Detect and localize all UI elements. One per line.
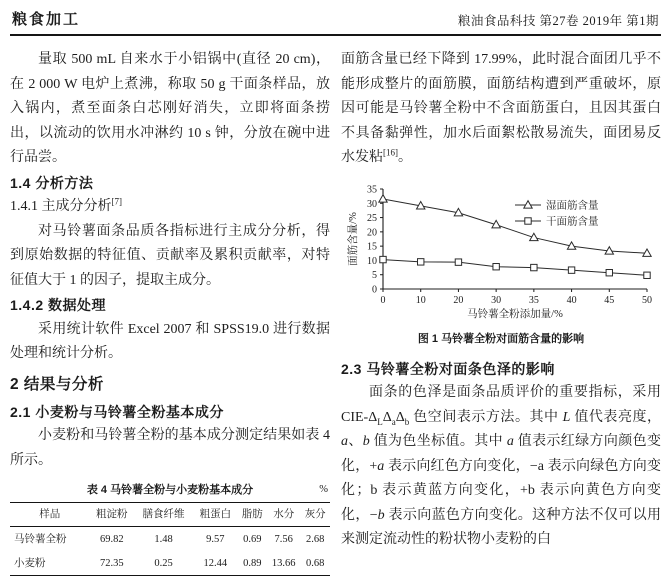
svg-text:25: 25 <box>367 212 377 224</box>
paragraph-cooking-method: 量取 500 mL 自来水于小铝锅中(直径 20 cm)，在 2 000 W 电炉上煮沸，称取 50 g 干面条样品，放入锅内，煮至面条白芯刚好消失，立即将面条捞出，以流动的饮用水冲淋约 10 s 钟，分放在碗中进行品尝。 <box>10 52 330 165</box>
table-4-unit: % <box>319 484 328 495</box>
value-cell: 0.68 <box>306 557 325 569</box>
svg-text:30: 30 <box>491 294 502 306</box>
svg-text:10: 10 <box>415 294 426 306</box>
table-header-cell: 灰分 <box>304 509 326 520</box>
section-running-title: 粮食加工 <box>12 11 81 28</box>
figure-1-caption: 图 1 马铃薯全粉对面筋含量的影响 <box>417 332 585 345</box>
value-cell: 0.25 <box>154 557 173 569</box>
sample-name-cell: 小麦粉 <box>14 557 46 569</box>
table-4-title-row <box>10 481 330 499</box>
svg-text:20: 20 <box>367 226 377 238</box>
paragraph-gluten-discussion: 面筋含量已经下降到 17.99%，此时混合面团几乎不能形成整片的面筋膜，面筋结构遭到严重破坏，原因可能是马铃薯全粉中不含面筋蛋白，且因其蛋白不具备黏弹性，加水后面絮松散易流失，面团易反水发粘[16]。 <box>341 52 661 165</box>
heading-1-4-1: 1.4.1 主成分分析[7] <box>10 196 122 214</box>
svg-text:马铃薯全粉添加量/%: 马铃薯全粉添加量/% <box>467 308 563 320</box>
heading-1-4: 1.4 分析方法 <box>10 174 94 191</box>
figure-1 <box>341 181 661 347</box>
figure-1-line-chart <box>345 181 657 325</box>
right-column <box>341 48 661 576</box>
heading-2-1: 2.1 小麦粉与马铃薯全粉基本成分 <box>10 403 224 420</box>
paragraph-pca: 对马铃薯面条品质各指标进行主成分分析，得到原始数据的特征值、贡献率及累积贡献率，对特征值大于 1 的因子，提取主成分。 <box>10 223 330 288</box>
paragraph-table-intro: 小麦粉和马铃薯全粉的基本成分测定结果如表 4 所示。 <box>10 428 330 468</box>
value-cell: 2.68 <box>306 533 325 545</box>
table-header-cell: 膳食纤维 <box>142 509 185 520</box>
value-cell: 12.44 <box>203 557 228 569</box>
two-column-body <box>10 48 661 576</box>
table-header-cell: 脂肪 <box>241 509 263 520</box>
table-row <box>10 527 330 552</box>
svg-text:30: 30 <box>367 198 377 210</box>
value-cell: 0.69 <box>243 533 262 545</box>
svg-text:15: 15 <box>367 241 377 253</box>
value-cell: 13.66 <box>271 557 296 569</box>
value-cell: 1.48 <box>154 533 173 545</box>
table-header-cell: 粗蛋白 <box>199 509 232 520</box>
svg-text:35: 35 <box>367 184 377 195</box>
left-column <box>10 48 330 576</box>
svg-text:20: 20 <box>453 294 464 306</box>
svg-text:50: 50 <box>642 294 652 306</box>
svg-text:40: 40 <box>566 294 577 306</box>
sample-name-cell: 马铃薯全粉 <box>14 533 67 545</box>
value-cell: 7.56 <box>274 533 293 545</box>
svg-text:干面筋含量: 干面筋含量 <box>546 216 599 227</box>
table-4-basic-composition <box>10 502 330 576</box>
table-header-cell: 水分 <box>273 509 295 520</box>
value-cell: 9.57 <box>206 533 225 545</box>
svg-text:湿面筋含量: 湿面筋含量 <box>546 200 599 211</box>
svg-text:0: 0 <box>372 284 377 295</box>
table-4-title: 表 4 马铃薯全粉与小麦粉基本成分 <box>86 484 254 496</box>
svg-text:0: 0 <box>380 294 386 306</box>
table-header-cell: 粗淀粉 <box>96 509 128 520</box>
svg-text:面筋含量/%: 面筋含量/% <box>348 211 359 266</box>
svg-text:5: 5 <box>372 269 377 281</box>
value-cell: 69.82 <box>99 533 124 545</box>
svg-text:35: 35 <box>528 294 539 306</box>
paragraph-data-processing: 采用统计软件 Excel 2007 和 SPSS19.0 进行数据处理和统计分析。 <box>10 321 330 361</box>
heading-2-results: 2 结果与分析 <box>10 375 104 393</box>
svg-text:10: 10 <box>367 255 377 267</box>
page-header <box>10 6 661 36</box>
table-row <box>10 551 330 576</box>
paragraph-color-metric: 面条的色泽是面条品质评价的重要指标，采用 CIE-$\Delta_L\Delta_a\Delta_b$ 色空间表示方法。其中 L 值代表亮度，a、b 值为色坐标值。其中 a 值表示红绿方向颜色变化，+a 表示向红色方向变化，−a 表示向绿色方向变化；b 表示黄蓝方向变化，+b 表示向黄色方向变化，−b 表示向蓝色方向变化。这种方法不仅可以用来测定流动性的粉状物小麦粉的白 <box>341 385 662 547</box>
value-cell: 0.89 <box>243 557 262 569</box>
table-header-cell: 样品 <box>39 509 61 520</box>
heading-2-3: 2.3 马铃薯全粉对面条色泽的影响 <box>341 360 555 377</box>
heading-1-4-2: 1.4.2 数据处理 <box>10 297 107 313</box>
value-cell: 72.35 <box>99 557 124 569</box>
svg-text:45: 45 <box>604 294 615 306</box>
journal-issue-info: 粮油食品科技 第27卷 2019年 第1期 <box>457 14 659 28</box>
